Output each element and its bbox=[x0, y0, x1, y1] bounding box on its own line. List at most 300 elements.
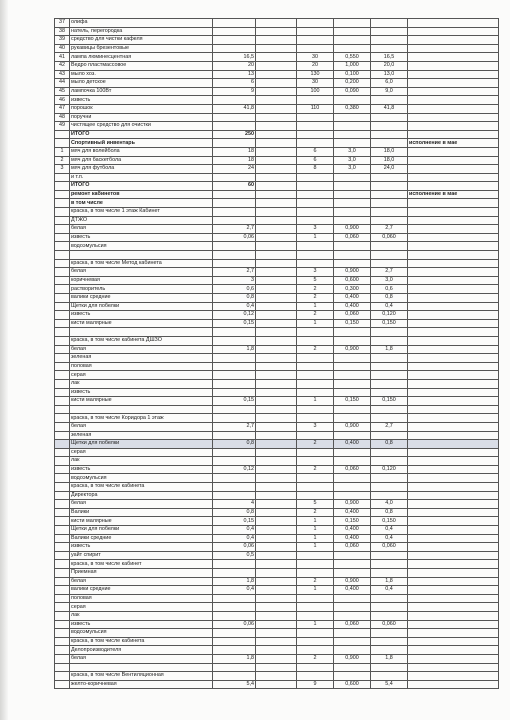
unit-cell bbox=[256, 216, 297, 225]
item-name-cell: Директора bbox=[70, 491, 213, 500]
row-number-cell bbox=[55, 294, 70, 303]
quantity-cell bbox=[297, 457, 334, 466]
total-cell bbox=[371, 414, 408, 423]
amount-cell bbox=[213, 208, 256, 217]
item-name-cell: Валики bbox=[70, 508, 213, 517]
unit-cell bbox=[256, 586, 297, 595]
quantity-cell: 1 bbox=[297, 534, 334, 543]
note-cell bbox=[408, 508, 499, 517]
row-number-cell bbox=[55, 371, 70, 380]
quantity-cell: 1 bbox=[297, 620, 334, 629]
quantity-cell bbox=[297, 672, 334, 681]
unit-price-cell: 0,400 bbox=[334, 526, 371, 535]
table-row bbox=[55, 19, 499, 28]
row-number-cell bbox=[55, 629, 70, 638]
unit-cell bbox=[256, 233, 297, 242]
row-number-cell bbox=[55, 208, 70, 217]
total-cell: 0,150 bbox=[371, 517, 408, 526]
item-name-cell: известь bbox=[70, 620, 213, 629]
quantity-cell: 3 bbox=[297, 225, 334, 234]
total-cell: 0,8 bbox=[371, 440, 408, 449]
quantity-cell bbox=[297, 405, 334, 414]
unit-price-cell: 0,060 bbox=[334, 311, 371, 320]
note-cell bbox=[408, 87, 499, 96]
item-name-cell: белая bbox=[70, 654, 213, 663]
quantity-cell bbox=[297, 139, 334, 148]
item-name-cell: краска, в том числе кабинет bbox=[70, 560, 213, 569]
table-row bbox=[55, 199, 499, 208]
unit-cell bbox=[256, 61, 297, 70]
unit-price-cell bbox=[334, 362, 371, 371]
amount-cell: 13 bbox=[213, 70, 256, 79]
table-row bbox=[55, 328, 499, 337]
amount-cell: 0,4 bbox=[213, 534, 256, 543]
unit-price-cell: 0,300 bbox=[334, 285, 371, 294]
item-name-cell: белая bbox=[70, 577, 213, 586]
note-cell bbox=[408, 672, 499, 681]
total-cell bbox=[371, 371, 408, 380]
total-cell bbox=[371, 483, 408, 492]
note-cell bbox=[408, 19, 499, 28]
note-cell bbox=[408, 629, 499, 638]
row-number-cell bbox=[55, 233, 70, 242]
note-cell bbox=[408, 96, 499, 105]
quantity-cell bbox=[297, 328, 334, 337]
unit-price-cell bbox=[334, 328, 371, 337]
total-cell bbox=[371, 27, 408, 36]
total-cell bbox=[371, 44, 408, 53]
total-cell bbox=[371, 448, 408, 457]
note-cell bbox=[408, 199, 499, 208]
quantity-cell bbox=[297, 242, 334, 251]
row-number-cell bbox=[55, 422, 70, 431]
unit-price-cell bbox=[334, 251, 371, 260]
item-name-cell: белая bbox=[70, 268, 213, 277]
unit-price-cell bbox=[334, 96, 371, 105]
amount-cell bbox=[213, 199, 256, 208]
total-cell: 0,060 bbox=[371, 233, 408, 242]
amount-cell: 0,15 bbox=[213, 397, 256, 406]
quantity-cell: 1 bbox=[297, 397, 334, 406]
row-number-cell bbox=[55, 637, 70, 646]
unit-price-cell: 0,150 bbox=[334, 319, 371, 328]
item-name-cell: кисти малярные bbox=[70, 517, 213, 526]
quantity-cell bbox=[297, 594, 334, 603]
item-name-cell: в том числе bbox=[70, 199, 213, 208]
table-row bbox=[55, 474, 499, 483]
quantity-cell: 2 bbox=[297, 440, 334, 449]
note-cell bbox=[408, 44, 499, 53]
table-row bbox=[55, 165, 499, 174]
amount-cell bbox=[213, 569, 256, 578]
amount-cell: 1,8 bbox=[213, 577, 256, 586]
unit-cell bbox=[256, 87, 297, 96]
amount-cell bbox=[213, 663, 256, 672]
table-row bbox=[55, 208, 499, 217]
amount-cell bbox=[213, 405, 256, 414]
quantity-cell bbox=[297, 208, 334, 217]
table-row bbox=[55, 422, 499, 431]
row-number-cell: 44 bbox=[55, 79, 70, 88]
row-number-cell bbox=[55, 672, 70, 681]
amount-cell: 18 bbox=[213, 156, 256, 165]
table-row bbox=[55, 629, 499, 638]
unit-price-cell bbox=[334, 371, 371, 380]
unit-price-cell bbox=[334, 594, 371, 603]
total-cell bbox=[371, 259, 408, 268]
table-row bbox=[55, 465, 499, 474]
table-row bbox=[55, 620, 499, 629]
total-cell: 0,060 bbox=[371, 620, 408, 629]
total-cell bbox=[371, 208, 408, 217]
note-cell bbox=[408, 302, 499, 311]
amount-cell: 0,06 bbox=[213, 233, 256, 242]
total-cell bbox=[371, 629, 408, 638]
total-cell: 16,5 bbox=[371, 53, 408, 62]
table-row bbox=[55, 603, 499, 612]
total-cell: 4,0 bbox=[371, 500, 408, 509]
item-name-cell: мыло детское bbox=[70, 79, 213, 88]
unit-price-cell bbox=[334, 190, 371, 199]
table-row bbox=[55, 646, 499, 655]
note-cell bbox=[408, 680, 499, 689]
unit-cell bbox=[256, 517, 297, 526]
unit-price-cell bbox=[334, 216, 371, 225]
unit-price-cell: 3,0 bbox=[334, 165, 371, 174]
table-row bbox=[55, 457, 499, 466]
item-name-cell: олифа bbox=[70, 19, 213, 28]
row-number-cell bbox=[55, 336, 70, 345]
total-cell: 0,4 bbox=[371, 586, 408, 595]
note-cell: исполнение в мае bbox=[408, 190, 499, 199]
row-number-cell bbox=[55, 216, 70, 225]
quantity-cell bbox=[297, 259, 334, 268]
item-name-cell: серая bbox=[70, 371, 213, 380]
amount-cell: 0,6 bbox=[213, 285, 256, 294]
table-row bbox=[55, 551, 499, 560]
unit-cell bbox=[256, 19, 297, 28]
quantity-cell: 6 bbox=[297, 156, 334, 165]
amount-cell bbox=[213, 190, 256, 199]
amount-cell: 60 bbox=[213, 182, 256, 191]
item-name-cell: краска, в том числе Коридора 1 этаж bbox=[70, 414, 213, 423]
row-number-cell: 1 bbox=[55, 147, 70, 156]
total-cell bbox=[371, 328, 408, 337]
total-cell bbox=[371, 646, 408, 655]
unit-cell bbox=[256, 594, 297, 603]
amount-cell bbox=[213, 611, 256, 620]
total-cell bbox=[371, 474, 408, 483]
total-cell: 3,0 bbox=[371, 276, 408, 285]
note-cell bbox=[408, 276, 499, 285]
amount-cell bbox=[213, 388, 256, 397]
unit-price-cell bbox=[334, 139, 371, 148]
table-row bbox=[55, 44, 499, 53]
note-cell bbox=[408, 53, 499, 62]
total-cell bbox=[371, 405, 408, 414]
note-cell bbox=[408, 491, 499, 500]
unit-price-cell: 0,100 bbox=[334, 70, 371, 79]
table-row bbox=[55, 147, 499, 156]
note-cell bbox=[408, 543, 499, 552]
unit-price-cell: 0,900 bbox=[334, 500, 371, 509]
item-name-cell: Валики средние bbox=[70, 534, 213, 543]
total-cell: 0,120 bbox=[371, 311, 408, 320]
row-number-cell bbox=[55, 225, 70, 234]
item-name-cell: и т.п. bbox=[70, 173, 213, 182]
unit-cell bbox=[256, 465, 297, 474]
total-cell bbox=[371, 96, 408, 105]
unit-cell bbox=[256, 122, 297, 131]
unit-cell bbox=[256, 603, 297, 612]
note-cell bbox=[408, 534, 499, 543]
table-row bbox=[55, 663, 499, 672]
item-name-cell: краска, в том числе Вентиляционная bbox=[70, 672, 213, 681]
unit-cell bbox=[256, 182, 297, 191]
table-row bbox=[55, 139, 499, 148]
table-row bbox=[55, 483, 499, 492]
note-cell bbox=[408, 79, 499, 88]
quantity-cell bbox=[297, 216, 334, 225]
total-cell bbox=[371, 672, 408, 681]
table-row bbox=[55, 362, 499, 371]
quantity-cell bbox=[297, 36, 334, 45]
total-cell: 9,0 bbox=[371, 87, 408, 96]
row-number-cell bbox=[55, 508, 70, 517]
note-cell bbox=[408, 336, 499, 345]
total-cell bbox=[371, 491, 408, 500]
table-row bbox=[55, 122, 499, 131]
amount-cell bbox=[213, 251, 256, 260]
unit-cell bbox=[256, 225, 297, 234]
unit-price-cell bbox=[334, 637, 371, 646]
table-row bbox=[55, 336, 499, 345]
table-row bbox=[55, 156, 499, 165]
item-name-cell: лак bbox=[70, 457, 213, 466]
unit-cell bbox=[256, 371, 297, 380]
quantity-cell bbox=[297, 199, 334, 208]
unit-price-cell: 0,400 bbox=[334, 294, 371, 303]
row-number-cell bbox=[55, 517, 70, 526]
unit-cell bbox=[256, 637, 297, 646]
quantity-cell bbox=[297, 388, 334, 397]
total-cell: 0,4 bbox=[371, 526, 408, 535]
note-cell bbox=[408, 242, 499, 251]
unit-cell bbox=[256, 173, 297, 182]
quantity-cell bbox=[297, 663, 334, 672]
item-name-cell: Щетки для побелки bbox=[70, 302, 213, 311]
unit-price-cell bbox=[334, 474, 371, 483]
item-name-cell: коричневая bbox=[70, 276, 213, 285]
unit-price-cell bbox=[334, 173, 371, 182]
total-cell bbox=[371, 388, 408, 397]
unit-price-cell bbox=[334, 672, 371, 681]
row-number-cell bbox=[55, 405, 70, 414]
amount-cell bbox=[213, 259, 256, 268]
note-cell bbox=[408, 147, 499, 156]
total-cell: 20,0 bbox=[371, 61, 408, 70]
unit-cell bbox=[256, 422, 297, 431]
note-cell bbox=[408, 526, 499, 535]
unit-cell bbox=[256, 319, 297, 328]
note-cell bbox=[408, 165, 499, 174]
item-name-cell: лак bbox=[70, 611, 213, 620]
note-cell bbox=[408, 130, 499, 139]
unit-price-cell bbox=[334, 569, 371, 578]
quantity-cell bbox=[297, 190, 334, 199]
total-cell bbox=[371, 431, 408, 440]
row-number-cell bbox=[55, 379, 70, 388]
item-name-cell: зеленая bbox=[70, 354, 213, 363]
total-cell: 2,7 bbox=[371, 225, 408, 234]
unit-price-cell: 0,400 bbox=[334, 440, 371, 449]
unit-price-cell bbox=[334, 379, 371, 388]
amount-cell: 0,12 bbox=[213, 311, 256, 320]
unit-cell bbox=[256, 500, 297, 509]
amount-cell: 2,7 bbox=[213, 422, 256, 431]
row-number-cell bbox=[55, 491, 70, 500]
scan-shadow-edge bbox=[0, 0, 8, 720]
item-name-cell: кисти малярные bbox=[70, 397, 213, 406]
unit-cell bbox=[256, 440, 297, 449]
note-cell bbox=[408, 414, 499, 423]
amount-cell: 1,8 bbox=[213, 345, 256, 354]
item-name-cell: кисти малярные bbox=[70, 319, 213, 328]
row-number-cell bbox=[55, 526, 70, 535]
quantity-cell bbox=[297, 371, 334, 380]
amount-cell bbox=[213, 44, 256, 53]
row-number-cell bbox=[55, 551, 70, 560]
table-row bbox=[55, 534, 499, 543]
quantity-cell bbox=[297, 611, 334, 620]
row-number-cell bbox=[55, 654, 70, 663]
amount-cell bbox=[213, 637, 256, 646]
note-cell bbox=[408, 345, 499, 354]
total-cell: 0,4 bbox=[371, 534, 408, 543]
row-number-cell: 47 bbox=[55, 104, 70, 113]
unit-price-cell bbox=[334, 663, 371, 672]
total-cell: 13,0 bbox=[371, 70, 408, 79]
item-name-cell: белая bbox=[70, 225, 213, 234]
unit-cell bbox=[256, 483, 297, 492]
row-number-cell bbox=[55, 560, 70, 569]
table-row bbox=[55, 225, 499, 234]
unit-price-cell bbox=[334, 336, 371, 345]
unit-price-cell: 0,400 bbox=[334, 534, 371, 543]
quantity-cell bbox=[297, 251, 334, 260]
unit-price-cell: 0,600 bbox=[334, 680, 371, 689]
budget-table-body bbox=[55, 19, 499, 689]
note-cell bbox=[408, 379, 499, 388]
note-cell bbox=[408, 560, 499, 569]
unit-cell bbox=[256, 79, 297, 88]
row-number-cell bbox=[55, 646, 70, 655]
unit-cell bbox=[256, 130, 297, 139]
row-number-cell bbox=[55, 139, 70, 148]
unit-cell bbox=[256, 156, 297, 165]
total-cell bbox=[371, 173, 408, 182]
quantity-cell bbox=[297, 551, 334, 560]
table-row bbox=[55, 569, 499, 578]
item-name-cell: ремонт кабинетов bbox=[70, 190, 213, 199]
note-cell bbox=[408, 646, 499, 655]
note-cell bbox=[408, 397, 499, 406]
unit-cell bbox=[256, 336, 297, 345]
quantity-cell bbox=[297, 44, 334, 53]
note-cell bbox=[408, 319, 499, 328]
unit-price-cell: 0,200 bbox=[334, 79, 371, 88]
note-cell bbox=[408, 603, 499, 612]
unit-price-cell bbox=[334, 199, 371, 208]
row-number-cell: 41 bbox=[55, 53, 70, 62]
item-name-cell: ДТЖО bbox=[70, 216, 213, 225]
amount-cell: 9 bbox=[213, 87, 256, 96]
quantity-cell: 110 bbox=[297, 104, 334, 113]
total-cell bbox=[371, 122, 408, 131]
table-row bbox=[55, 173, 499, 182]
amount-cell: 5,4 bbox=[213, 680, 256, 689]
item-name-cell bbox=[70, 328, 213, 337]
item-name-cell: рукавицы брезентовые bbox=[70, 44, 213, 53]
amount-cell: 0,4 bbox=[213, 586, 256, 595]
unit-price-cell: 0,900 bbox=[334, 225, 371, 234]
unit-cell bbox=[256, 508, 297, 517]
amount-cell: 24 bbox=[213, 165, 256, 174]
unit-price-cell bbox=[334, 388, 371, 397]
quantity-cell bbox=[297, 354, 334, 363]
unit-cell bbox=[256, 27, 297, 36]
item-name-cell: мыло хоз. bbox=[70, 70, 213, 79]
quantity-cell: 2 bbox=[297, 345, 334, 354]
amount-cell: 4 bbox=[213, 500, 256, 509]
item-name-cell: уайт спирит bbox=[70, 551, 213, 560]
note-cell bbox=[408, 354, 499, 363]
amount-cell: 0,15 bbox=[213, 319, 256, 328]
row-number-cell bbox=[55, 173, 70, 182]
note-cell bbox=[408, 422, 499, 431]
quantity-cell bbox=[297, 491, 334, 500]
quantity-cell: 1 bbox=[297, 543, 334, 552]
item-name-cell: растворитель bbox=[70, 285, 213, 294]
row-number-cell bbox=[55, 569, 70, 578]
amount-cell: 0,06 bbox=[213, 543, 256, 552]
quantity-cell: 9 bbox=[297, 680, 334, 689]
quantity-cell bbox=[297, 448, 334, 457]
note-cell bbox=[408, 620, 499, 629]
unit-cell bbox=[256, 551, 297, 560]
total-cell bbox=[371, 663, 408, 672]
quantity-cell bbox=[297, 646, 334, 655]
table-row bbox=[55, 397, 499, 406]
quantity-cell: 2 bbox=[297, 654, 334, 663]
quantity-cell: 3 bbox=[297, 422, 334, 431]
note-cell bbox=[408, 654, 499, 663]
unit-cell bbox=[256, 663, 297, 672]
note-cell bbox=[408, 569, 499, 578]
amount-cell bbox=[213, 336, 256, 345]
unit-cell bbox=[256, 646, 297, 655]
note-cell bbox=[408, 577, 499, 586]
total-cell bbox=[371, 362, 408, 371]
item-name-cell: поручни bbox=[70, 113, 213, 122]
table-row bbox=[55, 388, 499, 397]
table-row bbox=[55, 543, 499, 552]
total-cell bbox=[371, 551, 408, 560]
table-row bbox=[55, 61, 499, 70]
table-row bbox=[55, 345, 499, 354]
amount-cell: 0,8 bbox=[213, 440, 256, 449]
total-cell bbox=[371, 379, 408, 388]
